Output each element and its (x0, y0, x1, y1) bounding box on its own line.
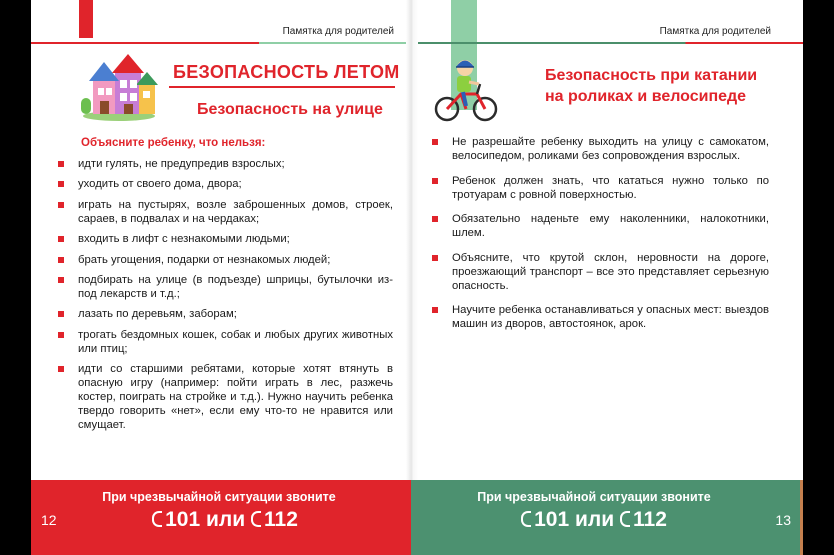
square-bullet-icon (58, 236, 64, 242)
page-edge-strip (800, 480, 803, 555)
emergency-numbers (35, 508, 411, 532)
emergency-number-101: 101 (165, 508, 201, 531)
spread-gutter (406, 0, 418, 480)
square-bullet-icon (432, 178, 438, 184)
page-number: 13 (775, 512, 791, 528)
square-bullet-icon (432, 307, 438, 313)
right-page-header: Памятка для родителей (659, 26, 771, 37)
lead-text: Объясните ребенку, что нельзя: (81, 137, 266, 149)
square-bullet-icon (432, 255, 438, 261)
list-item (57, 157, 393, 171)
left-page (31, 0, 411, 555)
emergency-number-101: 101 (534, 508, 570, 531)
list-item (57, 177, 393, 191)
red-accent-block (79, 0, 93, 38)
list-item (57, 198, 393, 226)
emergency-numbers (411, 508, 790, 532)
right-page (411, 0, 803, 555)
list-item (57, 253, 393, 267)
square-bullet-icon (58, 311, 64, 317)
section-title (545, 65, 757, 107)
square-bullet-icon (58, 257, 64, 263)
list-item-text: Не разрешайте ребенку выходить на улицу с самокатом, велосипедом, роликами без сопровождения взрослых. (452, 136, 769, 162)
list-item-text: Научите ребенка останавливаться у опасных мест: выездов машин из дворов, автостоянок, арок. (452, 304, 769, 330)
emergency-footer-left (31, 480, 411, 555)
street-safety-list (57, 157, 393, 439)
phone-icon (152, 511, 162, 527)
list-item-text: входить в лифт с незнакомыми людьми; (78, 233, 290, 246)
list-item-text: идти гулять, не предупредив взрослых; (78, 158, 285, 170)
section-title-line-1: Безопасность при катании (545, 67, 758, 84)
list-item-text: идти со старшими ребятами, которые хотят втянуть в опасную игру (например: пойти играть в лес, разжечь костер, поиграть на стройке и т.д.). Нужно научить ребенка твердо говорить «нет», если ему что-то не нравится или смущает. (78, 363, 393, 432)
square-bullet-icon (58, 332, 64, 338)
main-title: БЕЗОПАСНОСТЬ ЛЕТОМ (173, 62, 400, 82)
title-underline (169, 86, 395, 88)
square-bullet-icon (58, 366, 64, 372)
list-item-text: уходить от своего дома, двора; (78, 178, 242, 191)
cyclist-illustration-icon (433, 54, 499, 124)
list-item-text: трогать бездомных кошек, собак и любых других животных или птиц; (78, 328, 393, 355)
list-item-text: лазать по деревьям, заборам; (78, 308, 237, 321)
list-item-text: играть на пустырях, возле заброшенных домов, строек, сараев, в подвалах и на чердаках; (78, 198, 393, 225)
list-item (57, 232, 393, 246)
list-item (57, 307, 393, 321)
square-bullet-icon (58, 181, 64, 187)
list-item (57, 273, 393, 301)
left-header-rule (31, 42, 411, 44)
list-item-text: Ребенок должен знать, что кататься нужно только по тротуарам с ровной поверхностью. (452, 174, 769, 201)
emergency-label: При чрезвычайной ситуации звоните (102, 490, 336, 504)
list-item (431, 212, 769, 240)
list-item (431, 174, 769, 202)
emergency-label: При чрезвычайной ситуации звоните (477, 490, 711, 504)
skating-safety-list (431, 135, 769, 342)
section-title-line-2: на роликах и велосипеде (545, 88, 747, 105)
square-bullet-icon (432, 216, 438, 222)
list-item (431, 303, 769, 331)
list-item-text: Обязательно наденьте ему наколенники, налокотники, шлем. (452, 213, 769, 239)
emergency-number-112: 112 (264, 508, 298, 531)
list-item-text: Объясните, что крутой склон, неровности на дороге, проезжающий транспорт – все это представляет серьезную опасность. (452, 251, 769, 292)
square-bullet-icon (58, 202, 64, 208)
list-item (431, 135, 769, 163)
list-item (57, 362, 393, 432)
page-number: 12 (41, 512, 57, 528)
phone-icon (620, 511, 630, 527)
left-page-header: Памятка для родителей (282, 26, 394, 37)
emergency-footer-right (411, 480, 803, 555)
emergency-number-112: 112 (633, 508, 667, 531)
right-header-rule (411, 42, 803, 44)
list-item-text: брать угощения, подарки от незнакомых людей; (78, 253, 331, 266)
house-illustration-icon (79, 50, 161, 122)
phone-icon (521, 511, 531, 527)
square-bullet-icon (58, 161, 64, 167)
or-word: или (574, 508, 615, 531)
square-bullet-icon (58, 277, 64, 283)
section-subtitle: Безопасность на улице (197, 101, 383, 118)
list-item (431, 251, 769, 293)
list-item-text: подбирать на улице (в подъезде) шприцы, бутылочки из-под лекарств и т.д.; (78, 273, 393, 300)
brochure-spread (31, 0, 803, 555)
list-item (57, 328, 393, 356)
or-word: или (205, 508, 246, 531)
square-bullet-icon (432, 139, 438, 145)
phone-icon (251, 511, 261, 527)
